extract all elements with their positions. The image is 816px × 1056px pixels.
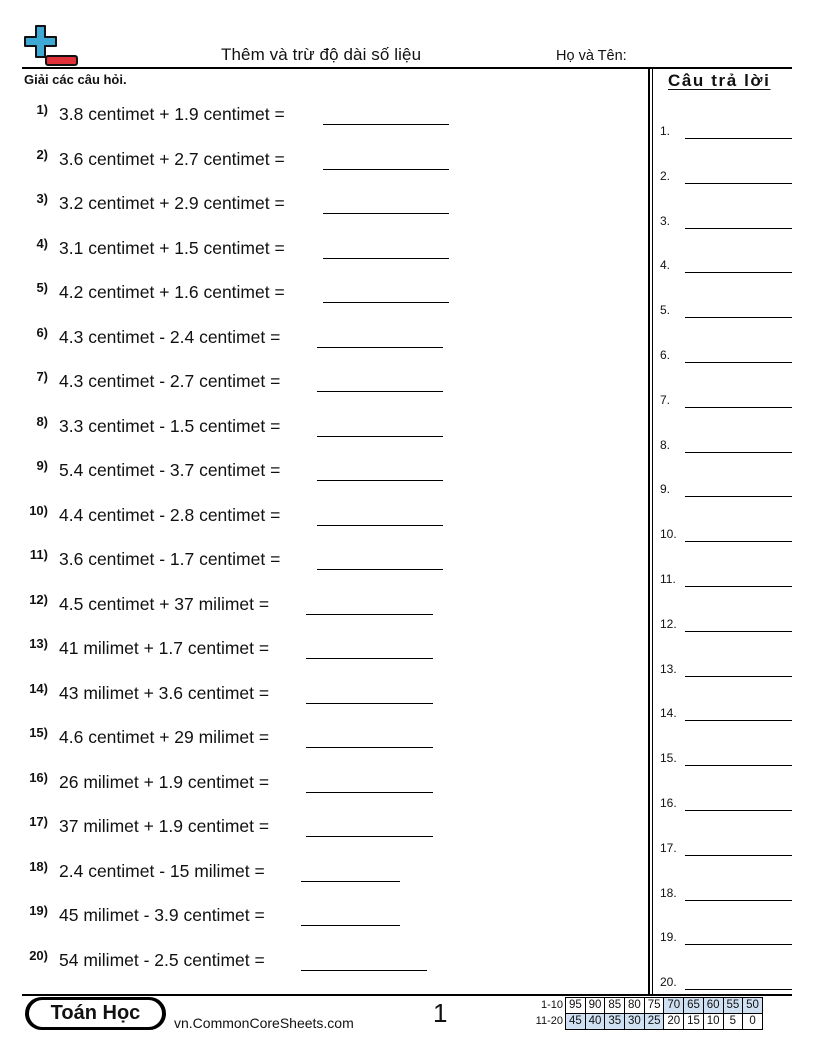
score-cell: 70: [664, 998, 684, 1014]
score-cell: 35: [605, 1014, 625, 1030]
answer-label: 17.: [660, 840, 677, 855]
answer-label: 4.: [660, 258, 671, 273]
site-url: vn.CommonCoreSheets.com: [174, 1015, 354, 1031]
answer-blank[interactable]: [301, 970, 427, 971]
answer-label: 10.: [660, 527, 677, 542]
answer-line[interactable]: [685, 228, 792, 229]
answer-label: 1.: [660, 124, 671, 138]
question-text: 37 milimet + 1.9 centimet =: [59, 816, 270, 836]
footer-divider: [22, 994, 792, 996]
score-cell: 90: [585, 998, 605, 1014]
answer-label: 2.: [660, 168, 671, 183]
score-cell: 40: [585, 1014, 605, 1030]
score-cell: 75: [644, 998, 664, 1014]
page-number: 1: [433, 998, 448, 1028]
score-row-label: 1-10: [540, 999, 563, 1011]
score-cell: 15: [684, 1014, 704, 1030]
question-number: 19): [29, 903, 48, 918]
score-cell: 5: [723, 1014, 743, 1030]
answer-blank[interactable]: [301, 925, 400, 926]
score-cell: 0: [743, 1014, 763, 1030]
answers-title: Câu trả lời: [668, 71, 771, 90]
instructions: Giải các câu hỏi.: [24, 72, 127, 87]
answer-label: 3.: [660, 213, 671, 228]
score-row: [528, 1014, 762, 1030]
question-number: 9): [36, 458, 48, 473]
answer-line[interactable]: [685, 407, 792, 408]
question-text: 54 milimet - 2.5 centimet =: [59, 949, 265, 970]
answer-label: 6.: [660, 348, 671, 362]
page-title: Thêm và trừ độ dài số liệu: [221, 45, 422, 64]
answer-blank[interactable]: [306, 658, 433, 659]
score-cell: 45: [566, 1014, 586, 1030]
score-row-label: 11-20: [535, 1015, 563, 1027]
answer-line[interactable]: [685, 855, 792, 856]
score-cell: 25: [644, 1014, 664, 1030]
question-number: 8): [36, 413, 48, 429]
score-cell: 10: [703, 1014, 723, 1030]
question-number: 13): [29, 636, 48, 651]
question-text: 43 milimet + 3.6 centimet =: [59, 682, 270, 703]
question-number: 18): [29, 858, 48, 874]
question-text: 45 milimet - 3.9 centimet =: [59, 905, 265, 925]
answer-label: 20.: [660, 975, 677, 990]
score-cell: 85: [605, 998, 625, 1014]
question-text: 26 milimet + 1.9 centimet =: [59, 771, 270, 792]
question-text: 3.6 centimet + 2.7 centimet =: [59, 148, 285, 169]
answer-line[interactable]: [685, 541, 792, 542]
answer-blank[interactable]: [323, 213, 449, 214]
answer-label: 5.: [660, 303, 671, 318]
answer-line[interactable]: [685, 317, 792, 318]
answer-blank[interactable]: [323, 124, 449, 125]
question-number: 1): [36, 102, 48, 117]
answer-line[interactable]: [685, 452, 792, 453]
answer-blank[interactable]: [317, 569, 443, 570]
question-number: 16): [29, 769, 48, 785]
answer-label: 11.: [660, 572, 676, 586]
question-number: 4): [36, 235, 48, 251]
question-text: 3.1 centimet + 1.5 centimet =: [59, 237, 285, 258]
answer-blank[interactable]: [317, 391, 443, 392]
question-text: 4.3 centimet - 2.7 centimet =: [59, 371, 281, 391]
answer-line[interactable]: [685, 676, 792, 677]
answer-label: 7.: [660, 392, 671, 407]
question-text: 4.4 centimet - 2.8 centimet =: [59, 504, 281, 525]
question-text: 3.8 centimet + 1.9 centimet =: [59, 104, 285, 124]
answer-line[interactable]: [685, 720, 792, 721]
answer-blank[interactable]: [306, 614, 433, 615]
answer-line[interactable]: [685, 989, 792, 990]
column-divider: [648, 67, 650, 995]
brand-badge: [25, 997, 166, 1030]
answer-label: 14.: [660, 706, 677, 721]
question-text: 4.2 centimet + 1.6 centimet =: [59, 282, 285, 302]
answer-line[interactable]: [685, 765, 792, 766]
question-text: 4.3 centimet - 2.4 centimet =: [59, 326, 281, 347]
column-divider-inner: [652, 67, 653, 995]
answer-label: 8.: [660, 437, 671, 452]
name-label: Họ và Tên:: [556, 48, 627, 64]
answer-line[interactable]: [685, 496, 792, 497]
answer-label: 13.: [660, 661, 677, 676]
answer-label: 19.: [660, 930, 677, 945]
question-number: 7): [36, 369, 48, 384]
answer-blank[interactable]: [317, 436, 443, 437]
score-cell: 60: [703, 998, 723, 1014]
answer-line[interactable]: [685, 900, 792, 901]
question-text: 4.6 centimet + 29 milimet =: [59, 727, 270, 747]
score-cell: 30: [625, 1014, 645, 1030]
answer-label: 18.: [660, 885, 677, 900]
question-text: 41 milimet + 1.7 centimet =: [59, 638, 270, 658]
question-text: 2.4 centimet - 15 milimet =: [59, 860, 265, 881]
question-text: 3.6 centimet - 1.7 centimet =: [59, 549, 281, 569]
score-cell: 55: [723, 998, 743, 1014]
answer-line[interactable]: [685, 810, 792, 811]
score-cell: 80: [625, 998, 645, 1014]
answer-blank[interactable]: [306, 792, 433, 793]
answer-line[interactable]: [685, 183, 792, 184]
question-number: 10): [29, 502, 48, 518]
answer-blank[interactable]: [301, 881, 400, 882]
answer-line[interactable]: [685, 138, 792, 139]
score-cell: 50: [743, 998, 763, 1014]
answer-label: 9.: [660, 482, 671, 497]
question-number: 3): [36, 191, 48, 206]
answer-blank[interactable]: [317, 480, 443, 481]
answer-line[interactable]: [685, 631, 792, 632]
question-text: 3.3 centimet - 1.5 centimet =: [59, 415, 281, 436]
question-text: 3.2 centimet + 2.9 centimet =: [59, 193, 285, 213]
answer-blank[interactable]: [323, 169, 449, 170]
answer-label: 12.: [660, 616, 677, 631]
question-text: 5.4 centimet - 3.7 centimet =: [59, 460, 281, 480]
answer-blank[interactable]: [323, 302, 449, 303]
question-number: 6): [36, 324, 48, 340]
answer-line[interactable]: [685, 586, 792, 587]
answer-line[interactable]: [685, 944, 792, 945]
answer-blank[interactable]: [317, 525, 443, 526]
score-cell: 20: [664, 1014, 684, 1030]
answer-line[interactable]: [685, 362, 792, 363]
question-number: 5): [36, 280, 48, 295]
question-number: 14): [29, 680, 48, 696]
answer-blank[interactable]: [306, 703, 433, 704]
score-cell: 95: [566, 998, 586, 1014]
header-divider: [22, 67, 792, 69]
question-text: 4.5 centimet + 37 milimet =: [59, 593, 270, 614]
score-row: [528, 998, 762, 1014]
answer-label: 15.: [660, 751, 677, 766]
question-number: 2): [36, 146, 48, 162]
score-table: [528, 997, 763, 1030]
plus-minus-icon: [24, 25, 80, 67]
answer-blank[interactable]: [306, 747, 433, 748]
answer-blank[interactable]: [317, 347, 443, 348]
brand-label: Toán Học: [29, 1000, 162, 1027]
question-number: 17): [29, 814, 48, 829]
answer-line[interactable]: [685, 272, 792, 273]
score-cell: 65: [684, 998, 704, 1014]
question-number: 15): [29, 725, 48, 740]
answer-blank[interactable]: [323, 258, 449, 259]
question-number: 11): [29, 547, 48, 562]
answer-label: 16.: [660, 796, 677, 810]
question-number: 12): [29, 591, 48, 607]
answer-blank[interactable]: [306, 836, 433, 837]
question-number: 20): [29, 947, 48, 963]
